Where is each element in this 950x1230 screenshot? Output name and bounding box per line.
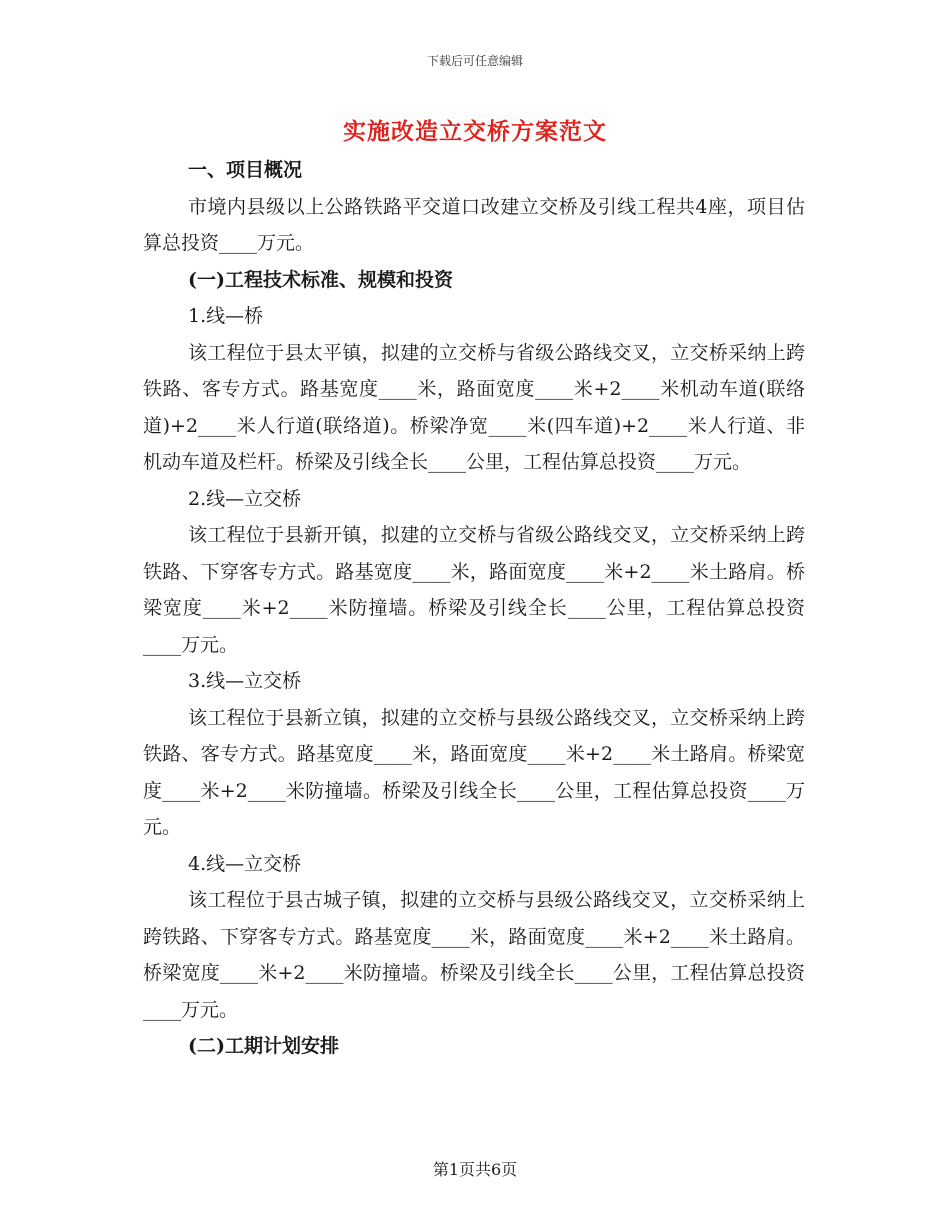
document-body bbox=[143, 152, 805, 1065]
paragraph-overview: 市境内县级以上公路铁路平交道口改建立交桥及引线工程共4座，项目估算总投资____万元。 bbox=[143, 195, 805, 254]
section-heading-overview: 一、项目概况 bbox=[188, 159, 303, 181]
item-paragraph-3: 该工程位于县新立镇，拟建的立交桥与县级公路线交叉，立交桥采纳上跨铁路、客专方式。路基宽度____米，路面宽度____米+2____米土路肩。桥梁宽度____米+2____米防撞墙。桥梁及引线全长____公里，工程估算总投资____万元。 bbox=[143, 706, 805, 838]
item-heading-1: 1.线—桥 bbox=[188, 305, 264, 327]
subsection-heading-schedule: (二)工期计划安排 bbox=[188, 1035, 339, 1057]
item-paragraph-4: 该工程位于县古城子镇，拟建的立交桥与县级公路线交叉，立交桥采纳上跨铁路、下穿客专方式。路基宽度____米，路面宽度____米+2____米土路肩。桥梁宽度____米+2____米防撞墙。桥梁及引线全长____公里，工程估算总投资____万元。 bbox=[143, 889, 805, 1021]
item-heading-3: 3.线—立交桥 bbox=[188, 670, 302, 692]
item-paragraph-2: 该工程位于县新开镇，拟建的立交桥与省级公路线交叉，立交桥采纳上跨铁路、下穿客专方式。路基宽度____米，路面宽度____米+2____米土路肩。桥梁宽度____米+2____米防撞墙。桥梁及引线全长____公里，工程估算总投资____万元。 bbox=[143, 524, 805, 656]
item-heading-2: 2.线—立交桥 bbox=[188, 487, 302, 510]
page-header: 下载后可任意编辑 bbox=[426, 54, 523, 68]
subsection-heading-standards: (一)工程技术标准、规模和投资 bbox=[188, 268, 453, 291]
item-paragraph-1: 该工程位于县太平镇，拟建的立交桥与省级公路线交叉，立交桥采纳上跨铁路、客专方式。路基宽度____米，路面宽度____米+2____米机动车道(联络道)+2____米人行道(联络道)。桥梁净宽____米(四车道)+2____米人行道、非机动车道及栏杆。桥梁及引线全长____公里，工程估算总投资____万元。 bbox=[143, 341, 805, 473]
document-title: 实施改造立交桥方案范文 bbox=[343, 118, 607, 145]
item-heading-4: 4.线—立交桥 bbox=[188, 852, 302, 875]
page-footer: 第1页共6页 bbox=[432, 1160, 518, 1179]
